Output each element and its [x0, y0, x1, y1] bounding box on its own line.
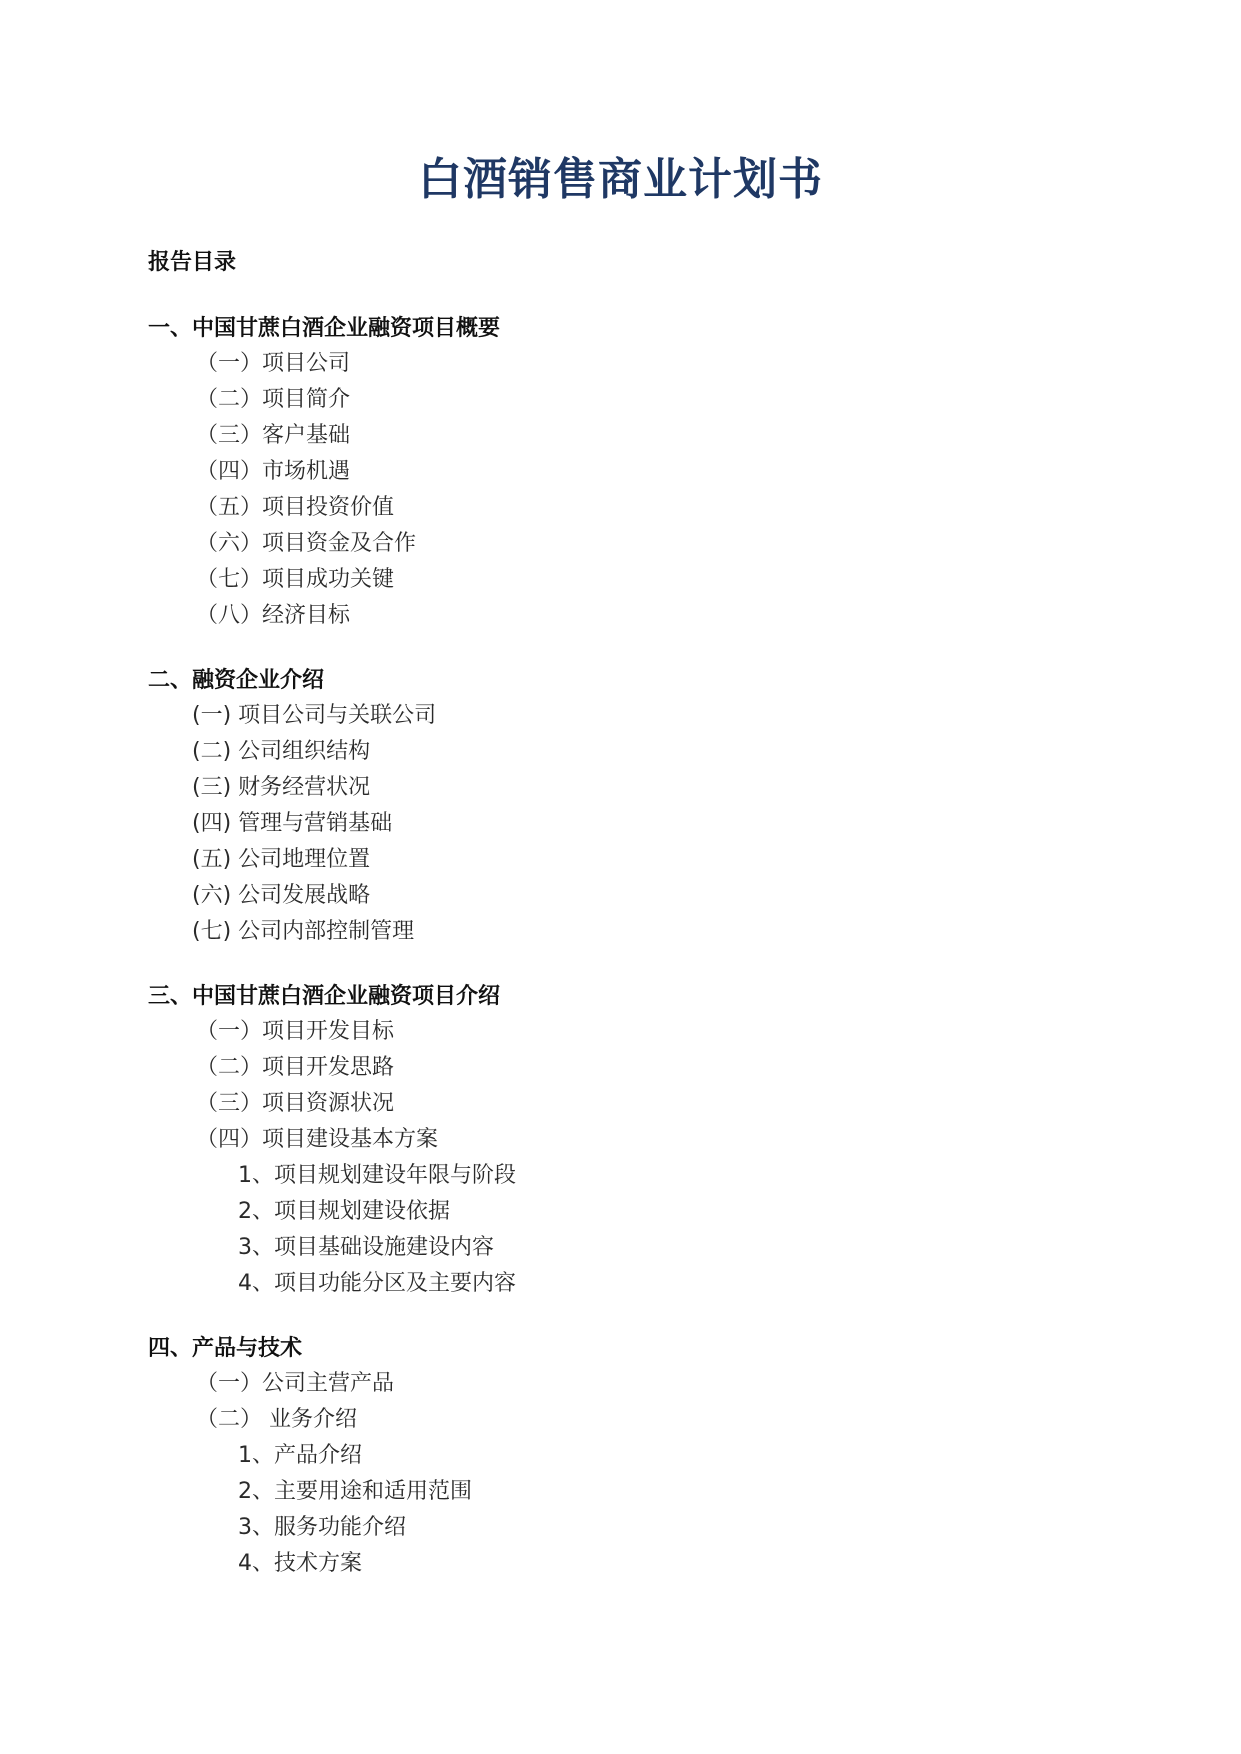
toc-section-title: 四、产品与技术 — [148, 1336, 303, 1361]
toc-subitem: 1、项目规划建设年限与阶段 — [238, 1163, 516, 1188]
toc-item: （一）项目公司 — [196, 351, 351, 376]
toc-label: 报告目录 — [148, 250, 237, 275]
toc-item: （一）公司主营产品 — [196, 1371, 395, 1396]
toc-section — [148, 664, 1088, 950]
toc-subitem: 3、服务功能介绍 — [238, 1515, 406, 1540]
toc-subitem: 4、项目功能分区及主要内容 — [238, 1271, 516, 1296]
toc-subitem: 3、项目基础设施建设内容 — [238, 1235, 494, 1260]
toc-section — [148, 1332, 1088, 1582]
document-title: 白酒销售商业计划书 — [418, 154, 823, 205]
toc-section-title: 一、中国甘蔗白酒企业融资项目概要 — [148, 316, 501, 341]
toc-item: （二）项目简介 — [196, 387, 351, 412]
toc-item: （七）项目成功关键 — [196, 567, 395, 592]
toc-item: (七) 公司内部控制管理 — [192, 919, 415, 944]
toc-item: (四) 管理与营销基础 — [192, 811, 393, 836]
toc-item: （一）项目开发目标 — [196, 1019, 395, 1044]
toc-item: （三）客户基础 — [196, 423, 351, 448]
toc-item: （六）项目资金及合作 — [196, 531, 417, 556]
toc-item: (六) 公司发展战略 — [192, 883, 371, 908]
toc-subitem: 1、产品介绍 — [238, 1443, 362, 1468]
toc-subitem: 2、主要用途和适用范围 — [238, 1479, 472, 1504]
toc-item: (三) 财务经营状况 — [192, 775, 371, 800]
toc-item: (一) 项目公司与关联公司 — [192, 703, 437, 728]
toc-section — [148, 312, 1088, 634]
table-of-contents — [148, 312, 1088, 1612]
toc-item: （八）经济目标 — [196, 603, 351, 628]
toc-subitem: 2、项目规划建设依据 — [238, 1199, 450, 1224]
toc-item: (五) 公司地理位置 — [192, 847, 371, 872]
toc-section-title: 二、融资企业介绍 — [148, 668, 325, 693]
toc-section — [148, 980, 1088, 1302]
toc-item: （二）项目开发思路 — [196, 1055, 395, 1080]
toc-item: （三）项目资源状况 — [196, 1091, 395, 1116]
toc-subitem: 4、技术方案 — [238, 1551, 362, 1576]
toc-item: （二） 业务介绍 — [196, 1407, 357, 1432]
toc-item: (二) 公司组织结构 — [192, 739, 371, 764]
toc-item: （五）项目投资价值 — [196, 495, 395, 520]
toc-section-title: 三、中国甘蔗白酒企业融资项目介绍 — [148, 984, 501, 1009]
toc-item: （四）项目建设基本方案 — [196, 1127, 439, 1152]
toc-item: （四）市场机遇 — [196, 459, 351, 484]
